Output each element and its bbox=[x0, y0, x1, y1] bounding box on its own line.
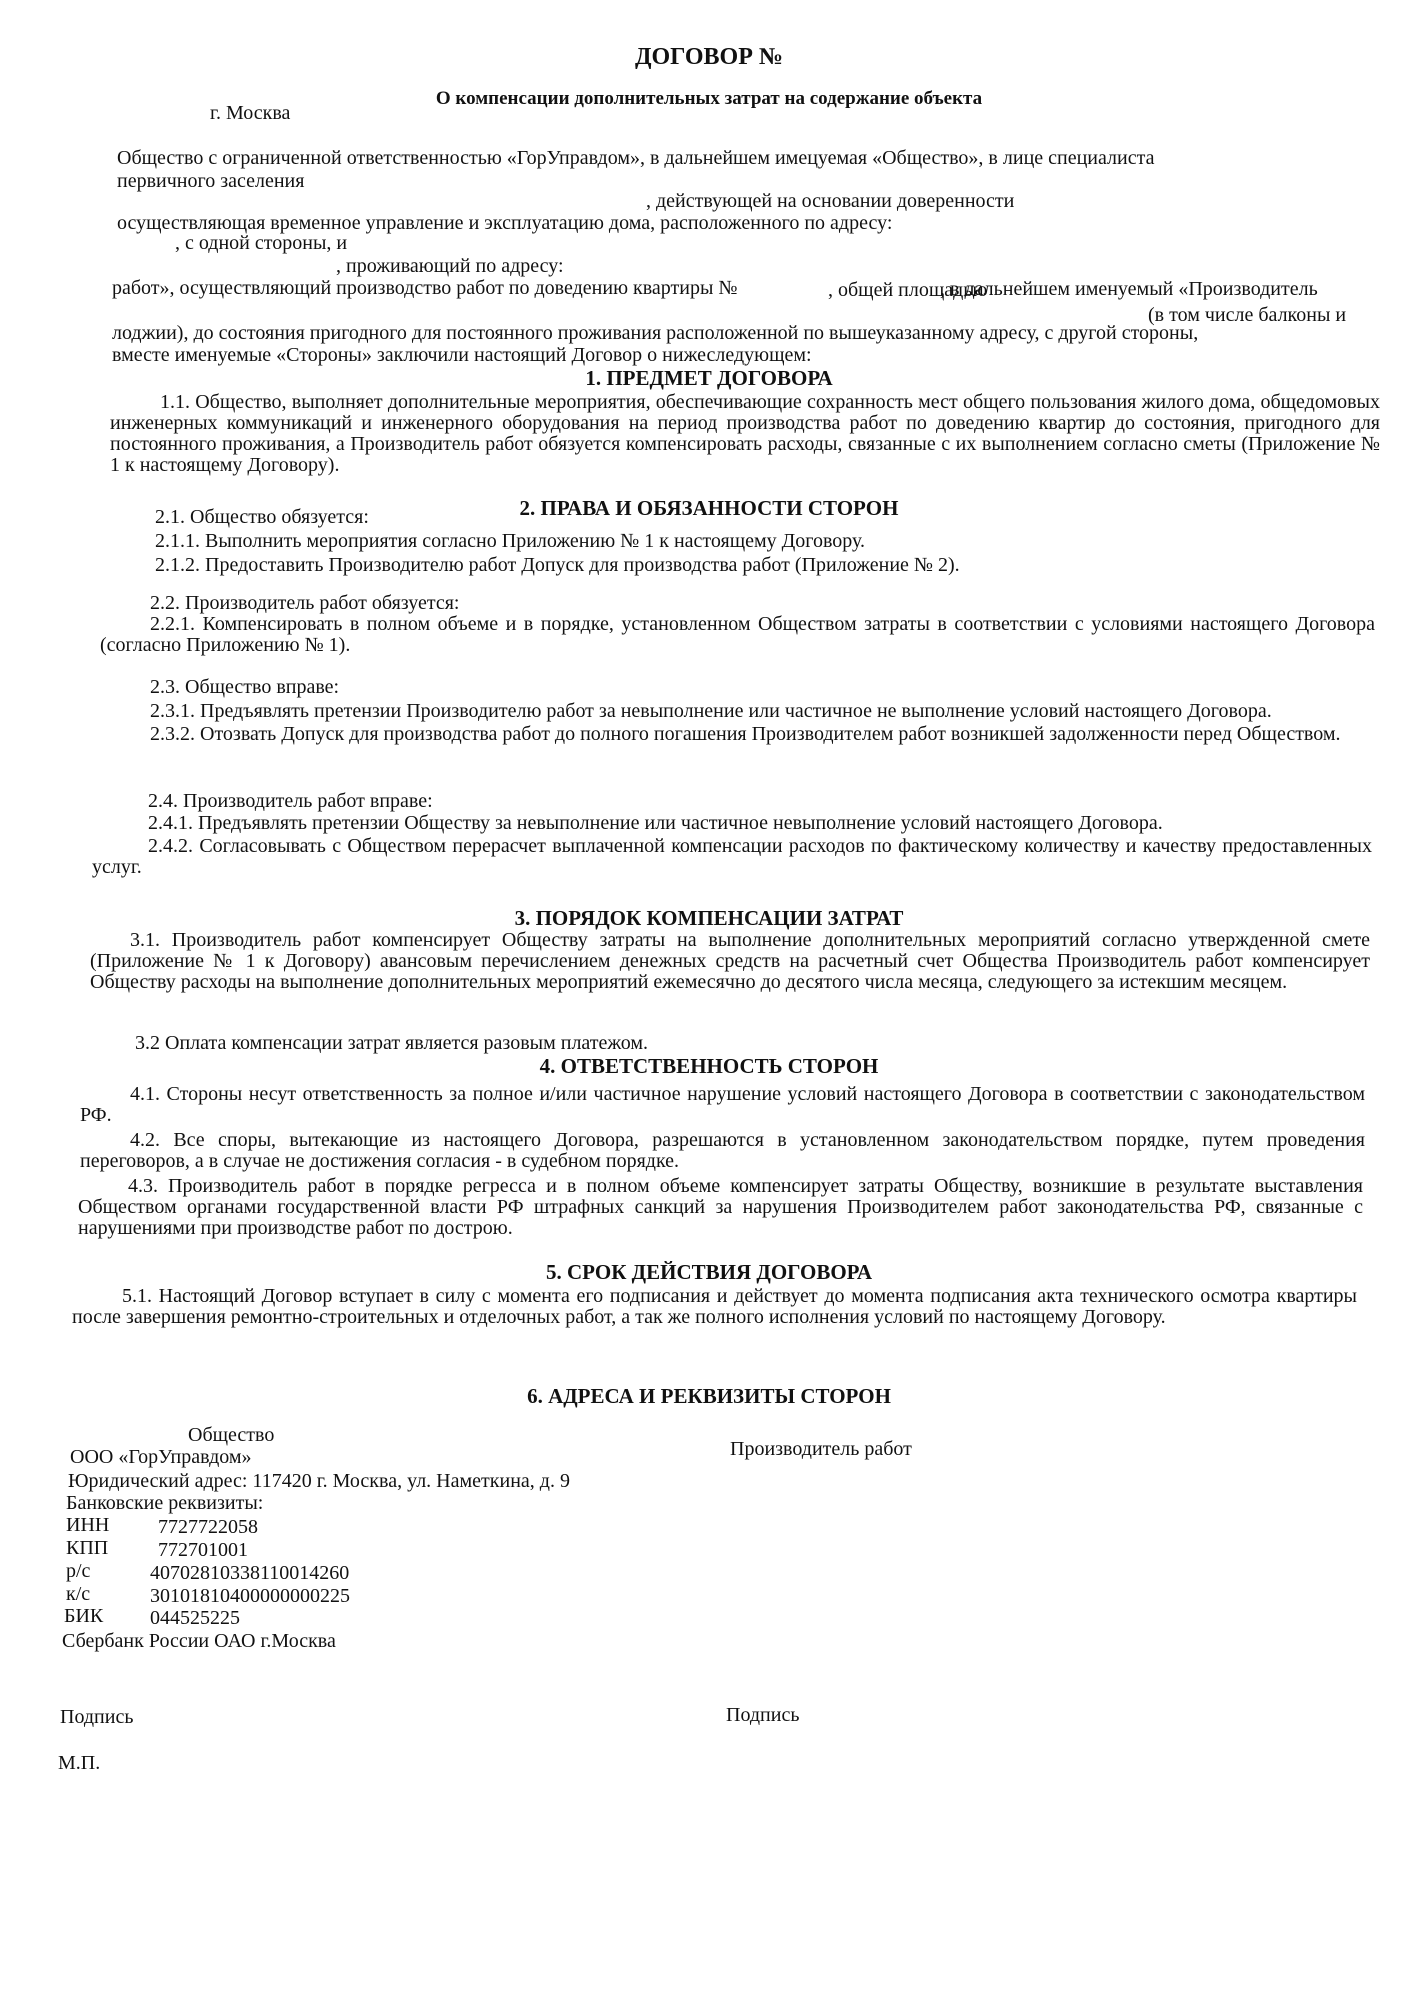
preamble-line-8b: (в том числе балконы и bbox=[1148, 304, 1347, 326]
req-key-bik: БИК bbox=[64, 1605, 104, 1627]
req-val-kpp: 772701001 bbox=[158, 1539, 248, 1561]
req-key-rs: р/с bbox=[66, 1560, 91, 1582]
section-2-3-1: 2.3.1. Предъявлять претензии Производителю работ за невыполнение или частичное не выполнение условий настоящего Договора. bbox=[150, 700, 1272, 722]
section-2-4-2: 2.4.2. Согласовывать с Обществом перерасчет выплаченной компенсации расходов по фактическому количеству и качеству предоставленных услуг. bbox=[92, 835, 1372, 878]
preamble-line-7c: , в дальнейшем именуемый «Производитель bbox=[940, 278, 1318, 300]
req-key-inn: ИНН bbox=[66, 1514, 110, 1536]
req-key-kpp: КПП bbox=[66, 1537, 109, 1559]
section-2-1: 2.1. Общество обязуется: bbox=[155, 506, 369, 528]
section-2-4-1: 2.4.1. Предъявлять претензии Обществу за невыполнение или частичное невыполнение условий настоящего Договора. bbox=[148, 812, 1163, 834]
party-right-sign: Подпись bbox=[726, 1704, 800, 1726]
section-4-1: 4.1. Стороны несут ответственность за полное и/или частичное нарушение условий настоящего Договора в соответствии с законодательством РФ. bbox=[80, 1083, 1365, 1126]
preamble-line-6: , проживающий по адресу: bbox=[336, 255, 564, 277]
party-left-sign: Подпись bbox=[60, 1706, 134, 1728]
section-2-1-1: 2.1.1. Выполнить мероприятия согласно Приложению № 1 к настоящему Договору. bbox=[155, 530, 866, 552]
section-3-2: 3.2 Оплата компенсации затрат является разовым платежом. bbox=[135, 1032, 649, 1054]
section-6-heading: 6. АДРЕСА И РЕКВИЗИТЫ СТОРОН bbox=[527, 1384, 891, 1408]
section-5-heading: 5. СРОК ДЕЙСТВИЯ ДОГОВОРА bbox=[545, 1260, 872, 1284]
req-val-bik: 044525225 bbox=[150, 1607, 240, 1629]
section-3-heading: 3. ПОРЯДОК КОМПЕНСАЦИИ ЗАТРАТ bbox=[514, 906, 904, 930]
section-1-heading: 1. ПРЕДМЕТ ДОГОВОРА bbox=[585, 366, 833, 390]
section-2-heading: 2. ПРАВА И ОБЯЗАННОСТИ СТОРОН bbox=[519, 496, 899, 520]
req-val-ks: 30101810400000000225 bbox=[150, 1585, 350, 1607]
preamble-line-8a: лоджии), до состояния пригодного для постоянного проживания расположенной по вышеуказанному адресу, с другой стороны, bbox=[112, 322, 1199, 344]
preamble-line-7b: , общей площадью bbox=[828, 279, 988, 301]
req-val-inn: 7727722058 bbox=[158, 1516, 258, 1538]
preamble-line-4: осуществляющая временное управление и эксплуатацию дома, расположенного по адресу: bbox=[117, 212, 893, 234]
preamble-line-5: , с одной стороны, и bbox=[175, 232, 348, 254]
section-2-2: 2.2. Производитель работ обязуется: bbox=[150, 592, 460, 614]
city: г. Москва bbox=[210, 102, 291, 124]
stamp-label: М.П. bbox=[58, 1752, 101, 1774]
document-subtitle: О компенсации дополнительных затрат на содержание объекта bbox=[435, 88, 983, 109]
section-2-3: 2.3. Общество вправе: bbox=[150, 676, 340, 698]
section-2-3-2: 2.3.2. Отозвать Допуск для производства работ до полного погашения Производителем работ возникшей задолженности перед Обществом. bbox=[150, 723, 1341, 745]
party-left-bank: Сбербанк России ОАО г.Москва bbox=[62, 1630, 336, 1652]
req-key-ks: к/с bbox=[66, 1583, 91, 1605]
document-title: ДОГОВОР № bbox=[635, 44, 783, 70]
party-left-address: Юридический адрес: 117420 г. Москва, ул. Наметкина, д. 9 bbox=[68, 1470, 570, 1492]
section-4-3: 4.3. Производитель работ в порядке регресса и в полном объеме компенсирует затраты Обществу, возникшие в результате выставления Обществом органами государственной власти РФ штрафных санкций за нарушения Производителем работ законодательства РФ, связанные с нарушениями при производстве работ по дострою. bbox=[78, 1175, 1363, 1239]
party-left-name: ООО «ГорУправдом» bbox=[70, 1446, 252, 1468]
preamble-line-1: Общество с ограниченной ответственностью «ГорУправдом», в дальнейшем имецуемая «Общество», в лице специалиста bbox=[117, 147, 1155, 169]
preamble-line-3: , действующей на основании доверенности bbox=[646, 190, 1015, 212]
section-2-4: 2.4. Производитель работ вправе: bbox=[148, 790, 433, 812]
section-5-1: 5.1. Настоящий Договор вступает в силу с момента его подписания и действует до момента подписания акта технического осмотра квартиры после завершения ремонтно-строительных и отделочных работ, а так же полного исполнения условий по настоящему Договору. bbox=[72, 1285, 1357, 1328]
party-left-label: Общество bbox=[188, 1424, 275, 1446]
section-2-1-2: 2.1.2. Предоставить Производителю работ Допуск для производства работ (Приложение № 2). bbox=[155, 554, 960, 576]
section-4-2: 4.2. Все споры, вытекающие из настоящего Договора, разрешаются в установленном законодательством порядке, путем проведения переговоров, а в случае не достижения согласия - в судебном порядке. bbox=[80, 1129, 1365, 1172]
section-3-1: 3.1. Производитель работ компенсирует Обществу затраты на выполнение дополнительных мероприятий согласно утвержденной смете (Приложение № 1 к Договору) авансовым перечислением денежных средств на расчетный счет Общества Производитель работ компенсирует Обществу расходы на выполнение дополнительных мероприятий ежемесячно до десятого числа месяца, следующего за истекшим месяцем. bbox=[90, 929, 1370, 993]
preamble-line-7a: работ», осуществляющий производство работ по доведению квартиры № bbox=[112, 277, 738, 299]
party-left-bank-label: Банковские реквизиты: bbox=[66, 1492, 264, 1514]
section-1-1: 1.1. Общество, выполняет дополнительные мероприятия, обеспечивающие сохранность мест общего пользования жилого дома, общедомовых инженерных коммуникаций и инженерного оборудования на период производства работ по доведению квартир до состояния, пригодного для постоянного проживания, а Производитель работ обязуется компенсировать расходы, связанные с их выполнением согласно сметы (Приложение № 1 к настоящему Договору). bbox=[110, 391, 1380, 476]
preamble-line-9: вместе именуемые «Стороны» заключили настоящий Договор о нижеследующем: bbox=[112, 344, 812, 366]
preamble-line-2: первичного заселения bbox=[117, 170, 305, 192]
section-2-2-1: 2.2.1. Компенсировать в полном объеме и в порядке, установленном Обществом затраты в соответствии с условиями настоящего Договора (согласно Приложению № 1). bbox=[100, 613, 1375, 656]
req-val-rs: 40702810338110014260 bbox=[150, 1562, 350, 1584]
party-right-label: Производитель работ bbox=[730, 1438, 912, 1460]
section-4-heading: 4. ОТВЕТСТВЕННОСТЬ СТОРОН bbox=[539, 1054, 879, 1078]
